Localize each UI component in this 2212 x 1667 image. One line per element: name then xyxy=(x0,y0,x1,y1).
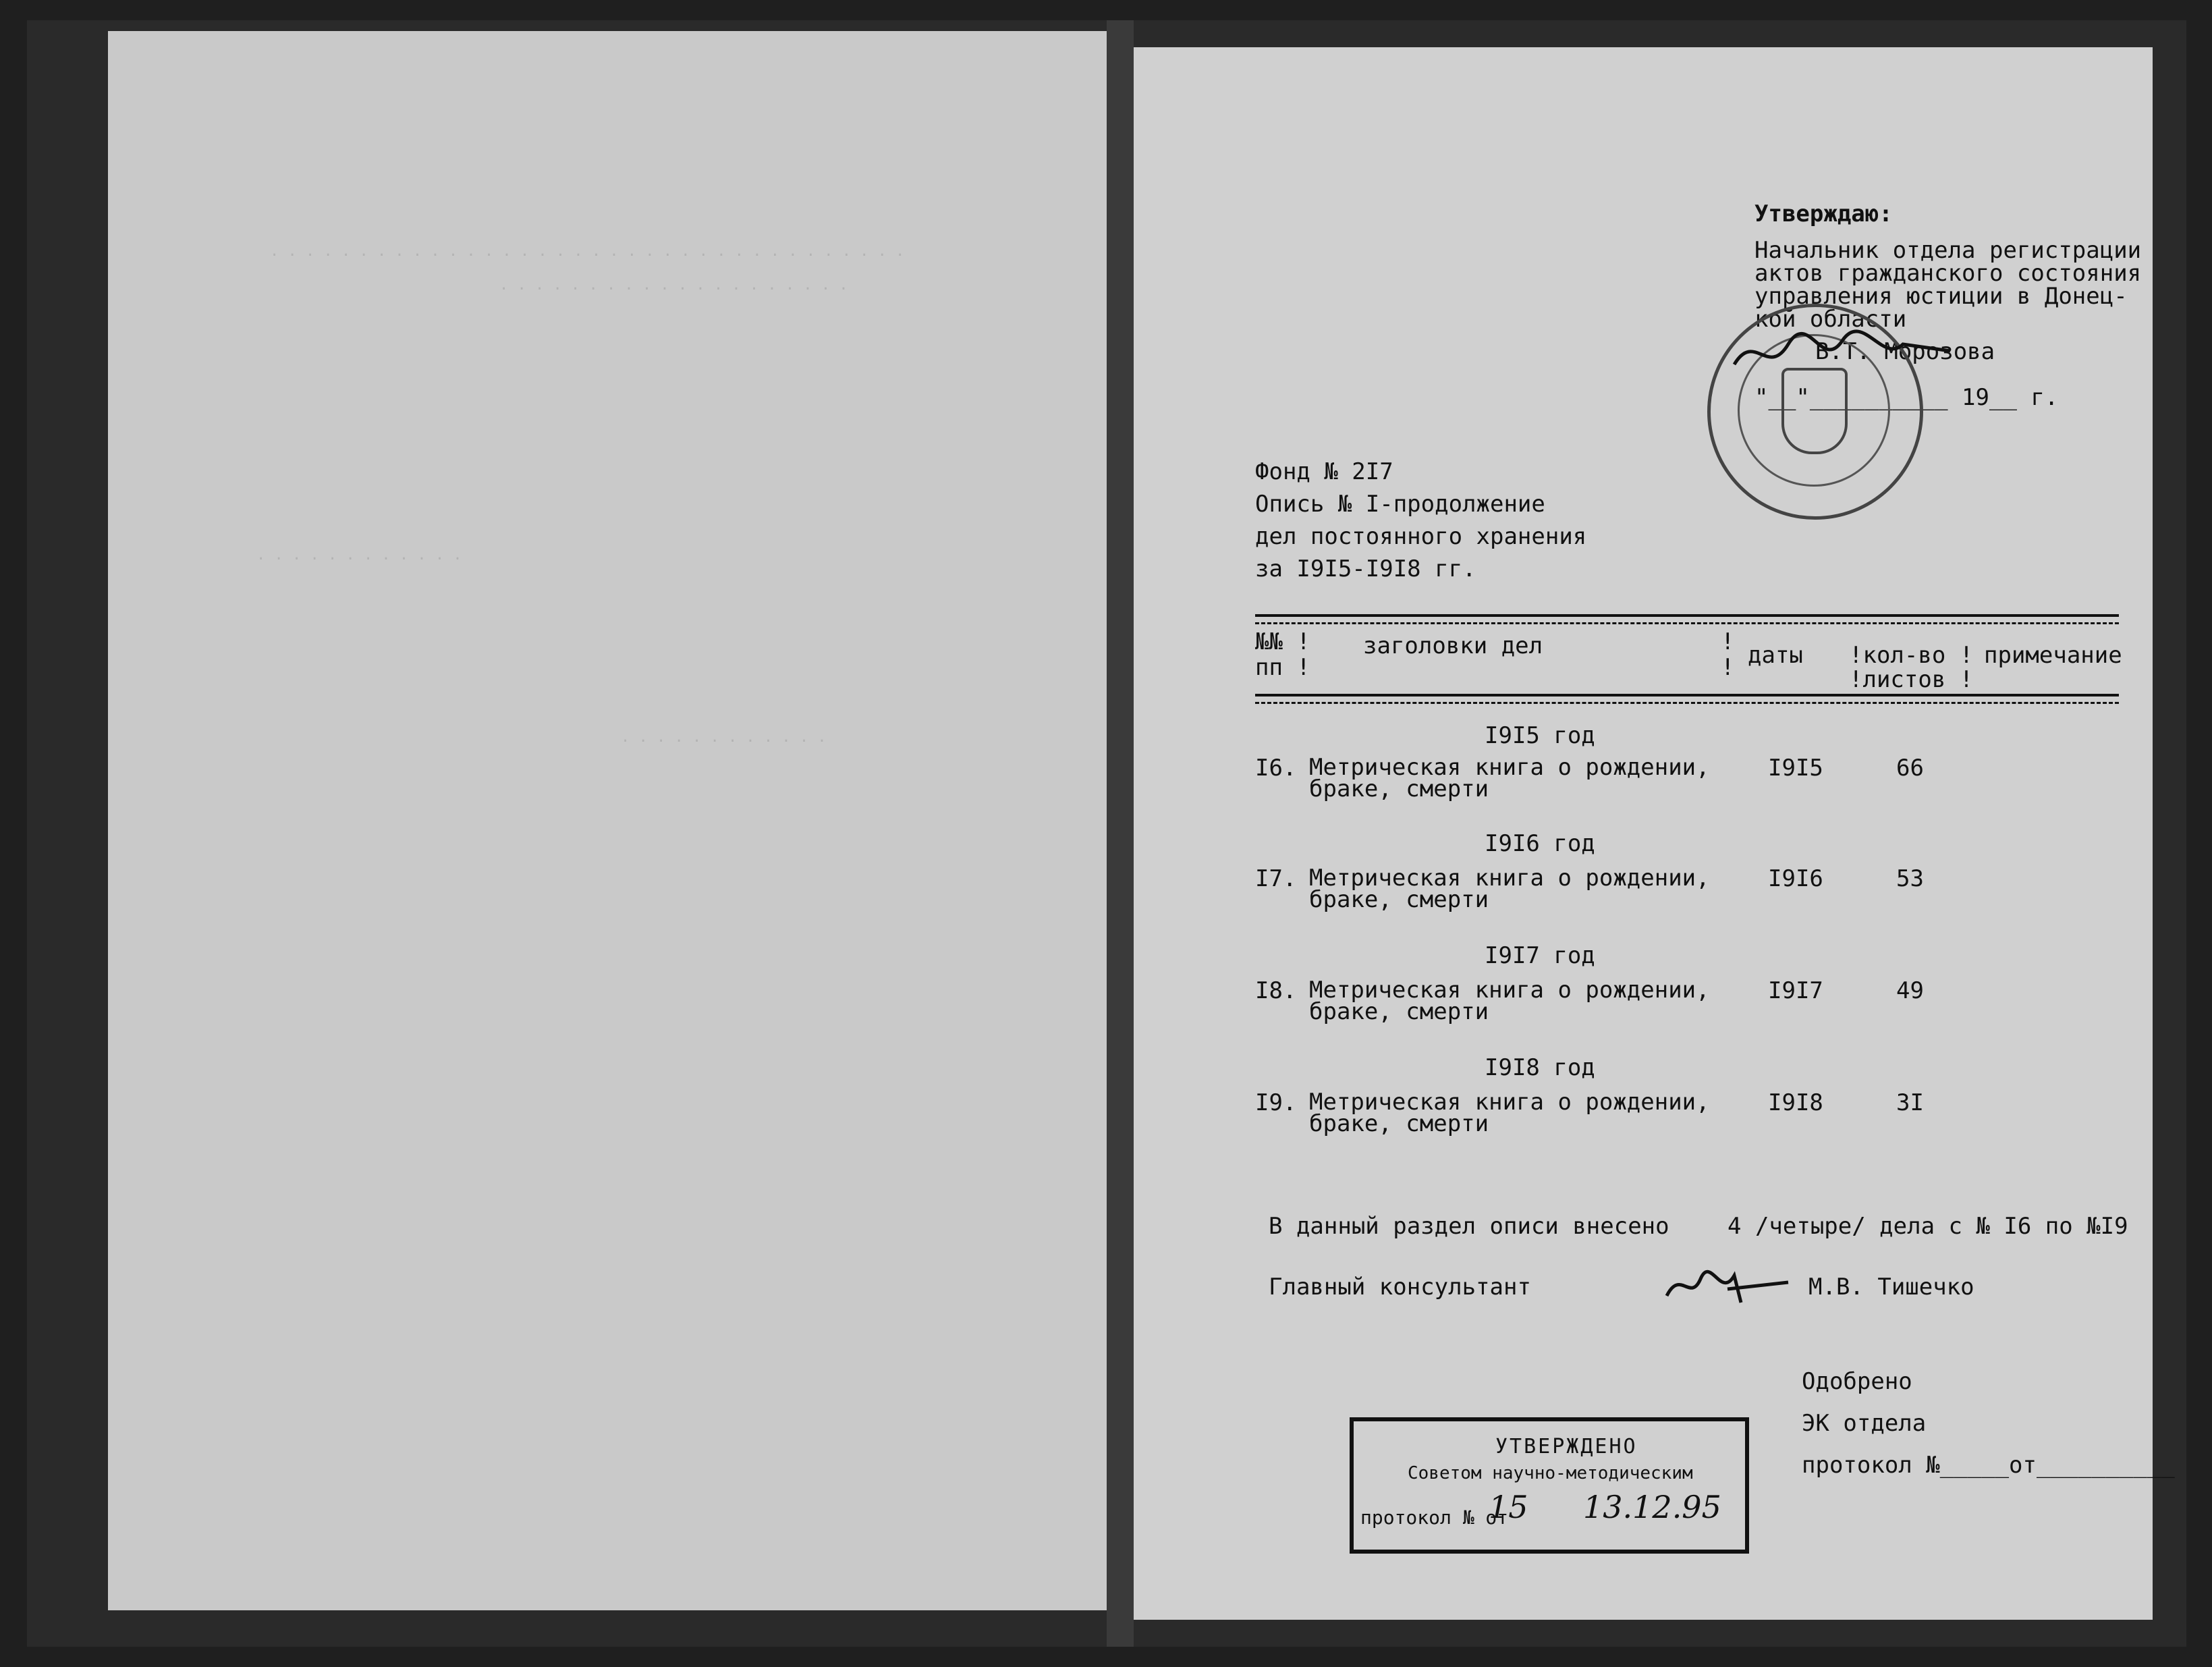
case-title-cont: браке, смерти xyxy=(1309,1110,1489,1137)
table-top-rule xyxy=(1255,614,2119,617)
col-header-num-2: пп ! xyxy=(1255,654,1310,681)
ek-protocol: протокол №_____от__________ xyxy=(1802,1452,2175,1479)
case-title: Метрическая книга о рождении, xyxy=(1309,977,1710,1004)
approval-line: управления юстиции в Донец- xyxy=(1754,283,2128,310)
case-number: I6. xyxy=(1255,755,1297,782)
bleed-through-text: · · · · · · · · · · · · · · · · · · · · xyxy=(499,281,848,298)
col-separator: ! xyxy=(1721,654,1735,681)
year-heading: I9I6 год xyxy=(1485,830,1595,857)
case-title: Метрическая книга о рождении, xyxy=(1309,1089,1710,1116)
col-header-title: заголовки дел xyxy=(1363,632,1543,659)
case-number: I8. xyxy=(1255,977,1297,1004)
table-header-rule-2 xyxy=(1255,702,2119,704)
case-sheets: 53 xyxy=(1896,865,1924,892)
ek-department: ЭК отдела xyxy=(1802,1410,1927,1437)
approval-heading: Утверждаю: xyxy=(1754,200,1893,227)
year-heading: I9I7 год xyxy=(1485,942,1595,969)
table-header-rule xyxy=(1255,694,2119,696)
case-title-cont: браке, смерти xyxy=(1309,998,1489,1025)
stamp-protocol-date: 13.12.95 xyxy=(1583,1489,1721,1525)
fond-heading xyxy=(1255,456,1586,585)
case-number: I7. xyxy=(1255,865,1297,892)
case-date: I9I5 xyxy=(1768,755,1823,782)
col-header-sheets: !кол-во ! xyxy=(1849,642,1974,669)
consultant-signature-icon xyxy=(1660,1262,1795,1309)
approval-line: кой области xyxy=(1754,306,1907,333)
case-title: Метрическая книга о рождении, xyxy=(1309,754,1710,781)
case-title-cont: браке, смерти xyxy=(1309,775,1489,802)
inventory-number: Опись № I-продолжение xyxy=(1255,491,1545,518)
bleed-through-text: · · · · · · · · · · · · xyxy=(621,733,827,750)
summary-value: 4 /четыре/ дела с № I6 по №I9 xyxy=(1727,1213,2128,1240)
stamp-protocol-label: протокол № от xyxy=(1360,1506,1509,1529)
stamp-protocol-number: 15 xyxy=(1489,1489,1528,1525)
col-header-dates: даты xyxy=(1748,642,1803,669)
case-sheets: 3I xyxy=(1896,1089,1924,1116)
year-heading: I9I8 год xyxy=(1485,1054,1595,1081)
stamp-title: УТВЕРЖДЕНО xyxy=(1495,1435,1638,1458)
fond-number: Фонд № 2I7 xyxy=(1255,458,1393,485)
left-page xyxy=(108,31,1107,1610)
case-sheets: 66 xyxy=(1896,755,1924,782)
inventory-subtitle: дел постоянного хранения xyxy=(1255,523,1587,550)
col-header-sheets-2: !листов ! xyxy=(1849,666,1974,693)
case-number: I9. xyxy=(1255,1089,1297,1116)
director-signature-icon xyxy=(1727,324,1957,385)
approval-signatory: В.Т. Морозова xyxy=(1815,338,1995,365)
approval-line: Начальник отдела регистрации xyxy=(1754,237,2142,264)
right-page xyxy=(1134,47,2175,1620)
case-date: I9I8 xyxy=(1768,1089,1823,1116)
consultant-title: Главный консультант xyxy=(1269,1274,1531,1301)
approval-line: актов гражданского состояния xyxy=(1754,260,2142,287)
table-top-rule-2 xyxy=(1255,622,2119,624)
ek-approval-block xyxy=(1802,1361,2175,1486)
year-heading: I9I5 год xyxy=(1485,722,1595,749)
book-spine xyxy=(1107,20,1134,1647)
case-title-cont: браке, смерти xyxy=(1309,886,1489,913)
col-separator: ! xyxy=(1721,628,1735,655)
consultant-name: М.В. Тишечко xyxy=(1808,1274,1974,1301)
case-date: I9I6 xyxy=(1768,865,1823,892)
case-sheets: 49 xyxy=(1896,977,1924,1004)
col-header-num: №№ ! xyxy=(1255,628,1310,655)
bleed-through-text: · · · · · · · · · · · · · · · · · · · · · · · · · · · · · · · · · · · · xyxy=(270,247,905,264)
approval-date-line: "__"__________ 19__ г. xyxy=(1754,384,2059,411)
case-title: Метрическая книга о рождении, xyxy=(1309,865,1710,892)
archive-book xyxy=(27,20,2186,1647)
rectangular-approval-stamp xyxy=(1350,1417,1749,1554)
inventory-years: за I9I5-I9I8 гг. xyxy=(1255,555,1476,582)
case-date: I9I7 xyxy=(1768,977,1823,1004)
stamp-council: Советом научно-методическим xyxy=(1408,1463,1693,1483)
summary-label: В данный раздел описи внесено xyxy=(1269,1213,1669,1240)
ek-approved: Одобрено xyxy=(1802,1368,1912,1395)
col-header-note: примечание xyxy=(1984,642,2122,669)
bleed-through-text: · · · · · · · · · · · · xyxy=(256,551,462,568)
